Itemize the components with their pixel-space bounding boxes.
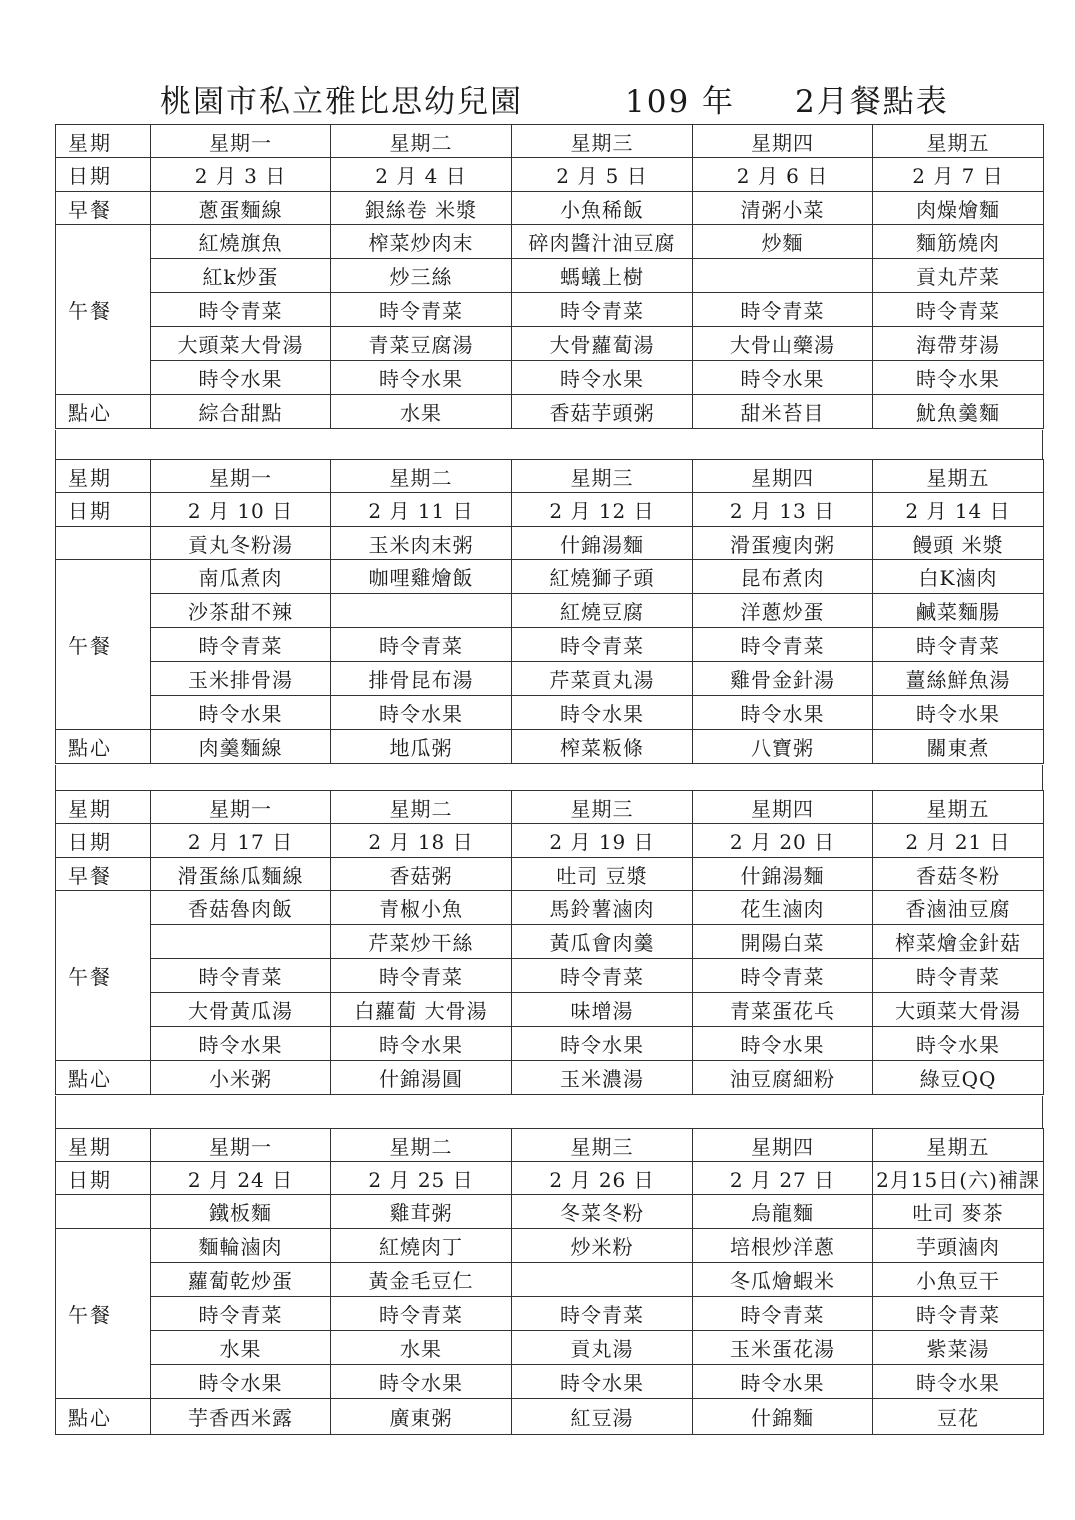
snack-label: 點心 xyxy=(56,1061,151,1095)
date-label: 日期 xyxy=(56,493,151,527)
lunch-cell: 時令青菜 xyxy=(151,959,331,993)
lunch-cell: 榨菜燴金針菇 xyxy=(873,925,1044,959)
date-cell: 2 月 10 日 xyxy=(151,493,331,527)
table-row xyxy=(56,696,1044,730)
lunch-cell: 時令水果 xyxy=(331,361,512,395)
lunch-cell: 時令青菜 xyxy=(693,959,873,993)
table-row xyxy=(56,1229,1044,1263)
week-table xyxy=(55,790,1044,1095)
weekday-cell: 星期一 xyxy=(151,125,331,158)
lunch-cell: 咖哩雞燴飯 xyxy=(331,560,512,594)
lunch-cell: 時令青菜 xyxy=(873,1297,1044,1331)
lunch-cell: 洋蔥炒蛋 xyxy=(693,594,873,628)
snack-cell: 魷魚羹麵 xyxy=(873,395,1044,429)
lunch-cell: 時令水果 xyxy=(693,1365,873,1399)
lunch-cell: 青菜豆腐湯 xyxy=(331,327,512,361)
lunch-cell: 香菇魯肉飯 xyxy=(151,891,331,925)
table-row xyxy=(56,730,1044,764)
lunch-label: 午餐 xyxy=(56,560,151,730)
table-row xyxy=(56,1399,1044,1435)
lunch-cell: 時令青菜 xyxy=(512,293,693,327)
lunch-cell: 時令青菜 xyxy=(512,959,693,993)
lunch-cell: 紅燒獅子頭 xyxy=(512,560,693,594)
date-cell: 2月15日(六)補課 xyxy=(873,1162,1044,1195)
lunch-cell: 時令青菜 xyxy=(331,293,512,327)
lunch-cell: 時令青菜 xyxy=(331,628,512,662)
date-cell: 2 月 17 日 xyxy=(151,824,331,858)
snack-cell: 地瓜粥 xyxy=(331,730,512,764)
lunch-cell: 榨菜炒肉末 xyxy=(331,225,512,259)
snack-cell: 玉米濃湯 xyxy=(512,1061,693,1095)
snack-cell: 綜合甜點 xyxy=(151,395,331,429)
lunch-cell: 紅燒旗魚 xyxy=(151,225,331,259)
weekday-cell: 星期五 xyxy=(873,1129,1044,1162)
lunch-cell xyxy=(693,259,873,293)
weekday-cell: 星期一 xyxy=(151,1129,331,1162)
lunch-cell xyxy=(331,594,512,628)
lunch-cell: 大骨山藥湯 xyxy=(693,327,873,361)
lunch-cell: 大頭菜大骨湯 xyxy=(873,993,1044,1027)
breakfast-cell: 什錦湯麵 xyxy=(512,527,693,560)
snack-cell: 甜米苔目 xyxy=(693,395,873,429)
lunch-cell: 時令水果 xyxy=(512,361,693,395)
lunch-cell: 芹菜炒干絲 xyxy=(331,925,512,959)
lunch-cell: 玉米蛋花湯 xyxy=(693,1331,873,1365)
date-cell: 2 月 6 日 xyxy=(693,158,873,192)
lunch-cell: 時令水果 xyxy=(873,361,1044,395)
snack-label: 點心 xyxy=(56,395,151,429)
title-month: 2月餐點表 xyxy=(795,84,949,120)
lunch-cell: 麵輪滷肉 xyxy=(151,1229,331,1263)
week-separator xyxy=(55,430,1043,459)
lunch-cell: 時令水果 xyxy=(873,696,1044,730)
lunch-cell: 時令水果 xyxy=(151,1027,331,1061)
lunch-cell: 馬鈴薯滷肉 xyxy=(512,891,693,925)
lunch-cell xyxy=(151,925,331,959)
snack-cell: 榨菜粄條 xyxy=(512,730,693,764)
lunch-cell: 開陽白菜 xyxy=(693,925,873,959)
weekday-cell: 星期五 xyxy=(873,460,1044,493)
date-cell: 2 月 4 日 xyxy=(331,158,512,192)
lunch-cell: 培根炒洋蔥 xyxy=(693,1229,873,1263)
date-cell: 2 月 18 日 xyxy=(331,824,512,858)
lunch-cell: 蘿蔔乾炒蛋 xyxy=(151,1263,331,1297)
lunch-cell: 時令水果 xyxy=(331,1365,512,1399)
snack-cell: 八寶粥 xyxy=(693,730,873,764)
date-cell: 2 月 11 日 xyxy=(331,493,512,527)
date-cell: 2 月 24 日 xyxy=(151,1162,331,1195)
lunch-cell: 紅k炒蛋 xyxy=(151,259,331,293)
weekday-cell: 星期二 xyxy=(331,460,512,493)
lunch-cell: 時令水果 xyxy=(151,1365,331,1399)
table-row xyxy=(56,293,1044,327)
page-title xyxy=(160,76,949,120)
lunch-cell: 青菜蛋花乓 xyxy=(693,993,873,1027)
lunch-cell: 時令青菜 xyxy=(693,628,873,662)
breakfast-cell: 什錦湯麵 xyxy=(693,858,873,891)
weekday-cell: 星期一 xyxy=(151,791,331,824)
snack-cell: 小米粥 xyxy=(151,1061,331,1095)
lunch-cell: 時令水果 xyxy=(693,361,873,395)
breakfast-cell: 肉燥燴麵 xyxy=(873,192,1044,225)
snack-cell: 什錦湯圓 xyxy=(331,1061,512,1095)
snack-cell: 關東煮 xyxy=(873,730,1044,764)
lunch-cell: 時令水果 xyxy=(512,1027,693,1061)
snack-cell: 廣東粥 xyxy=(331,1399,512,1435)
lunch-label: 午餐 xyxy=(56,891,151,1061)
table-row xyxy=(56,125,1044,158)
snack-cell: 芋香西米露 xyxy=(151,1399,331,1435)
lunch-cell: 螞蟻上樹 xyxy=(512,259,693,293)
table-row xyxy=(56,891,1044,925)
breakfast-cell: 吐司 豆漿 xyxy=(512,858,693,891)
breakfast-cell: 雞茸粥 xyxy=(331,1195,512,1229)
weekday-cell: 星期三 xyxy=(512,125,693,158)
breakfast-cell: 清粥小菜 xyxy=(693,192,873,225)
lunch-cell: 芹菜貢丸湯 xyxy=(512,662,693,696)
lunch-cell: 時令青菜 xyxy=(693,293,873,327)
table-row xyxy=(56,1027,1044,1061)
table-row xyxy=(56,1263,1044,1297)
lunch-cell: 薑絲鮮魚湯 xyxy=(873,662,1044,696)
date-label: 日期 xyxy=(56,824,151,858)
lunch-cell: 芋頭滷肉 xyxy=(873,1229,1044,1263)
lunch-cell: 時令青菜 xyxy=(873,628,1044,662)
lunch-cell: 昆布煮肉 xyxy=(693,560,873,594)
lunch-cell: 南瓜煮肉 xyxy=(151,560,331,594)
date-cell: 2 月 20 日 xyxy=(693,824,873,858)
lunch-cell: 排骨昆布湯 xyxy=(331,662,512,696)
lunch-cell: 時令水果 xyxy=(331,1027,512,1061)
lunch-cell: 炒麵 xyxy=(693,225,873,259)
snack-cell: 肉羹麵線 xyxy=(151,730,331,764)
lunch-cell: 時令水果 xyxy=(873,1365,1044,1399)
lunch-cell: 麵筋燒肉 xyxy=(873,225,1044,259)
lunch-label: 午餐 xyxy=(56,225,151,395)
lunch-cell: 雞骨金針湯 xyxy=(693,662,873,696)
table-row xyxy=(56,527,1044,560)
lunch-cell: 紅燒肉丁 xyxy=(331,1229,512,1263)
lunch-cell: 炒三絲 xyxy=(331,259,512,293)
weekday-cell: 星期二 xyxy=(331,791,512,824)
breakfast-cell: 滑蛋絲瓜麵線 xyxy=(151,858,331,891)
table-row xyxy=(56,1195,1044,1229)
weekday-label: 星期 xyxy=(56,1129,151,1162)
table-row xyxy=(56,327,1044,361)
table-row xyxy=(56,395,1044,429)
breakfast-label xyxy=(56,527,151,560)
snack-label: 點心 xyxy=(56,1399,151,1435)
table-row xyxy=(56,560,1044,594)
breakfast-cell: 烏龍麵 xyxy=(693,1195,873,1229)
table-row xyxy=(56,993,1044,1027)
table-row xyxy=(56,824,1044,858)
lunch-cell: 水果 xyxy=(151,1331,331,1365)
lunch-cell: 大頭菜大骨湯 xyxy=(151,327,331,361)
lunch-cell: 鹹菜麵腸 xyxy=(873,594,1044,628)
table-row xyxy=(56,1297,1044,1331)
weekday-cell: 星期二 xyxy=(331,1129,512,1162)
lunch-cell: 紅燒豆腐 xyxy=(512,594,693,628)
lunch-cell: 玉米排骨湯 xyxy=(151,662,331,696)
snack-cell: 香菇芋頭粥 xyxy=(512,395,693,429)
lunch-cell: 時令青菜 xyxy=(331,959,512,993)
week-table xyxy=(55,1128,1044,1435)
lunch-cell: 沙茶甜不辣 xyxy=(151,594,331,628)
weekday-cell: 星期三 xyxy=(512,460,693,493)
table-row xyxy=(56,225,1044,259)
lunch-cell: 時令青菜 xyxy=(331,1297,512,1331)
snack-cell: 油豆腐細粉 xyxy=(693,1061,873,1095)
weekday-cell: 星期五 xyxy=(873,791,1044,824)
breakfast-cell: 滑蛋瘦肉粥 xyxy=(693,527,873,560)
date-label: 日期 xyxy=(56,1162,151,1195)
lunch-cell: 時令青菜 xyxy=(693,1297,873,1331)
breakfast-cell: 吐司 麥茶 xyxy=(873,1195,1044,1229)
table-row xyxy=(56,925,1044,959)
lunch-cell: 大骨蘿蔔湯 xyxy=(512,327,693,361)
lunch-cell: 時令水果 xyxy=(331,696,512,730)
lunch-cell: 花生滷肉 xyxy=(693,891,873,925)
table-row xyxy=(56,959,1044,993)
lunch-cell: 時令青菜 xyxy=(151,293,331,327)
snack-cell: 什錦麵 xyxy=(693,1399,873,1435)
snack-cell: 水果 xyxy=(331,395,512,429)
breakfast-cell: 香菇冬粉 xyxy=(873,858,1044,891)
breakfast-cell: 鐵板麵 xyxy=(151,1195,331,1229)
snack-cell: 綠豆QQ xyxy=(873,1061,1044,1095)
snack-cell: 豆花 xyxy=(873,1399,1044,1435)
lunch-cell: 紫菜湯 xyxy=(873,1331,1044,1365)
lunch-cell: 時令水果 xyxy=(693,1027,873,1061)
date-cell: 2 月 5 日 xyxy=(512,158,693,192)
date-cell: 2 月 21 日 xyxy=(873,824,1044,858)
breakfast-cell: 貢丸冬粉湯 xyxy=(151,527,331,560)
weekday-label: 星期 xyxy=(56,125,151,158)
breakfast-cell: 小魚稀飯 xyxy=(512,192,693,225)
lunch-cell: 黃瓜會肉羹 xyxy=(512,925,693,959)
table-row xyxy=(56,361,1044,395)
weekday-cell: 星期四 xyxy=(693,1129,873,1162)
lunch-cell: 時令青菜 xyxy=(512,628,693,662)
breakfast-label: 早餐 xyxy=(56,192,151,225)
week-table xyxy=(55,124,1044,429)
table-row xyxy=(56,791,1044,824)
date-cell: 2 月 14 日 xyxy=(873,493,1044,527)
lunch-cell: 時令水果 xyxy=(512,1365,693,1399)
date-cell: 2 月 19 日 xyxy=(512,824,693,858)
lunch-cell: 香滷油豆腐 xyxy=(873,891,1044,925)
date-cell: 2 月 13 日 xyxy=(693,493,873,527)
lunch-cell: 味增湯 xyxy=(512,993,693,1027)
lunch-cell: 時令青菜 xyxy=(512,1297,693,1331)
weekday-cell: 星期二 xyxy=(331,125,512,158)
lunch-cell: 碎肉醬汁油豆腐 xyxy=(512,225,693,259)
lunch-cell: 冬瓜燴蝦米 xyxy=(693,1263,873,1297)
lunch-cell: 白蘿蔔 大骨湯 xyxy=(331,993,512,1027)
table-row xyxy=(56,493,1044,527)
table-row xyxy=(56,259,1044,293)
lunch-cell: 大骨黃瓜湯 xyxy=(151,993,331,1027)
weekday-cell: 星期五 xyxy=(873,125,1044,158)
lunch-cell: 時令青菜 xyxy=(151,628,331,662)
date-cell: 2 月 27 日 xyxy=(693,1162,873,1195)
week-separator xyxy=(55,765,1043,790)
lunch-cell: 海帶芽湯 xyxy=(873,327,1044,361)
date-cell: 2 月 12 日 xyxy=(512,493,693,527)
lunch-cell: 貢丸芹菜 xyxy=(873,259,1044,293)
weekday-cell: 星期一 xyxy=(151,460,331,493)
lunch-cell: 時令水果 xyxy=(512,696,693,730)
table-row xyxy=(56,1365,1044,1399)
weekday-cell: 星期三 xyxy=(512,791,693,824)
lunch-cell: 時令水果 xyxy=(693,696,873,730)
weekday-cell: 星期三 xyxy=(512,1129,693,1162)
lunch-cell: 炒米粉 xyxy=(512,1229,693,1263)
snack-cell: 紅豆湯 xyxy=(512,1399,693,1435)
breakfast-cell: 冬菜冬粉 xyxy=(512,1195,693,1229)
date-cell: 2 月 7 日 xyxy=(873,158,1044,192)
breakfast-cell: 饅頭 米漿 xyxy=(873,527,1044,560)
school-name: 桃園市私立雅比思幼兒園 xyxy=(160,84,523,120)
table-row xyxy=(56,192,1044,225)
lunch-cell: 貢丸湯 xyxy=(512,1331,693,1365)
lunch-cell: 青椒小魚 xyxy=(331,891,512,925)
lunch-cell: 時令青菜 xyxy=(873,959,1044,993)
weekday-label: 星期 xyxy=(56,460,151,493)
date-cell: 2 月 3 日 xyxy=(151,158,331,192)
weekday-cell: 星期四 xyxy=(693,791,873,824)
lunch-cell: 時令水果 xyxy=(151,361,331,395)
lunch-cell: 黃金毛豆仁 xyxy=(331,1263,512,1297)
date-cell: 2 月 26 日 xyxy=(512,1162,693,1195)
weekday-label: 星期 xyxy=(56,791,151,824)
lunch-cell: 水果 xyxy=(331,1331,512,1365)
breakfast-label xyxy=(56,1195,151,1229)
weekday-cell: 星期四 xyxy=(693,125,873,158)
table-row xyxy=(56,460,1044,493)
table-row xyxy=(56,1129,1044,1162)
lunch-cell: 白K滷肉 xyxy=(873,560,1044,594)
weekday-cell: 星期四 xyxy=(693,460,873,493)
table-row xyxy=(56,628,1044,662)
lunch-label: 午餐 xyxy=(56,1229,151,1399)
date-cell: 2 月 25 日 xyxy=(331,1162,512,1195)
table-row xyxy=(56,858,1044,891)
title-year: 109 年 xyxy=(625,84,736,120)
table-row xyxy=(56,594,1044,628)
breakfast-label: 早餐 xyxy=(56,858,151,891)
week-table xyxy=(55,459,1044,764)
breakfast-cell: 銀絲卷 米漿 xyxy=(331,192,512,225)
breakfast-cell: 香菇粥 xyxy=(331,858,512,891)
table-row xyxy=(56,158,1044,192)
week-separator xyxy=(55,1096,1043,1128)
table-row xyxy=(56,1331,1044,1365)
snack-label: 點心 xyxy=(56,730,151,764)
breakfast-cell: 蔥蛋麵線 xyxy=(151,192,331,225)
lunch-cell: 時令水果 xyxy=(151,696,331,730)
lunch-cell xyxy=(512,1263,693,1297)
table-row xyxy=(56,1162,1044,1195)
lunch-cell: 時令青菜 xyxy=(873,293,1044,327)
date-label: 日期 xyxy=(56,158,151,192)
lunch-cell: 時令青菜 xyxy=(151,1297,331,1331)
breakfast-cell: 玉米肉末粥 xyxy=(331,527,512,560)
lunch-cell: 小魚豆干 xyxy=(873,1263,1044,1297)
lunch-cell: 時令水果 xyxy=(873,1027,1044,1061)
table-row xyxy=(56,1061,1044,1095)
table-row xyxy=(56,662,1044,696)
